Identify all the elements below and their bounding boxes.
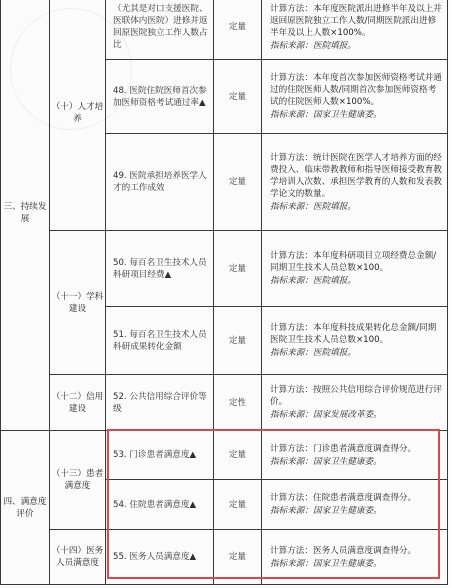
method-cell xyxy=(262,0,448,60)
indicator-text: 53. 门诊患者满意度▲ xyxy=(113,450,197,460)
source-text: 指标来源：国家卫生健康委。 xyxy=(270,558,382,569)
type-cell xyxy=(214,530,262,585)
type-cell xyxy=(214,231,262,307)
indicator-text: 49. 医院承担培养医学人才的工作成效 xyxy=(113,171,207,193)
type-text: 定量 xyxy=(228,450,247,460)
method-cell xyxy=(262,307,448,375)
indicator-cell xyxy=(106,0,214,60)
method-cell xyxy=(262,375,448,431)
section-cell xyxy=(50,375,106,431)
type-text: 定量 xyxy=(228,91,247,102)
source-text: 指标来源：医院填报。 xyxy=(270,276,356,286)
table-row xyxy=(1,231,448,307)
type-cell xyxy=(214,0,262,60)
method-text: 计算方法：门诊患者满意度调查得分。 xyxy=(270,443,417,454)
indicator-cell xyxy=(106,530,214,585)
section-cell xyxy=(50,0,106,231)
section-cell xyxy=(50,530,106,585)
type-text: 定量 xyxy=(228,335,247,346)
type-text: 定量 xyxy=(228,552,247,562)
source-text: 指标来源：国家卫生健康委。 xyxy=(270,456,382,467)
method-text: 计算方法：本年度科研项目立项经费总金额/同期卫生技术人员总数×100。 xyxy=(270,251,437,273)
table-row xyxy=(1,530,448,585)
source-text: 指标来源：医院填报。 xyxy=(270,201,356,212)
method-text: 计算方法：本年度科技成果转化总金额/同期医院卫生技术人员总数×100。 xyxy=(270,323,437,345)
method-text: 计算方法：本年度首次参加医师资格考试并通过的住院医师人数/同期首次参加医师资格考试的住院医师人数×100%。 xyxy=(270,73,442,107)
type-cell xyxy=(214,60,262,134)
type-cell xyxy=(214,375,262,431)
type-cell xyxy=(214,134,262,231)
indicator-text: （尤其是对口支援医院、医联体内医院）进修并返回原医院独立工作人数占比 xyxy=(113,4,208,50)
category-cell xyxy=(1,0,50,431)
source-text: 指标来源：国家发展改革委。 xyxy=(270,410,382,420)
type-text: 定量 xyxy=(228,22,247,32)
method-cell xyxy=(262,231,448,307)
indicator-cell xyxy=(106,60,214,134)
method-text: 计算方法：本年度医院派出进修半年及以上并返回原医院独立工作人数/同期医院派出进修半年及以上人数×100%。 xyxy=(270,3,442,38)
indicator-text: 54. 住院患者满意度▲ xyxy=(113,499,197,510)
type-text: 定性 xyxy=(228,397,247,408)
method-cell xyxy=(262,431,448,480)
source-text: 指标来源：医院填报。 xyxy=(270,40,356,51)
section-label: （十四）医务人员满意度 xyxy=(51,546,104,568)
method-text: 计算方法：住院患者满意度调查得分。 xyxy=(270,493,417,503)
method-cell xyxy=(262,134,448,231)
indicator-text: 52. 公共信用综合评价等级 xyxy=(113,391,207,414)
method-text: 计算方法：按照公共信用综合评价规范进行评价。 xyxy=(270,385,442,407)
section-label: （十二）信用建设 xyxy=(51,391,104,414)
section-label: （十一）学科建设 xyxy=(51,291,104,314)
indicator-cell xyxy=(106,134,214,231)
table-row xyxy=(1,431,448,480)
type-text: 定量 xyxy=(228,263,247,274)
type-text: 定量 xyxy=(228,499,247,510)
type-cell xyxy=(214,431,262,480)
source-text: 指标来源：国家卫生健康委。 xyxy=(270,110,382,120)
indicator-text: 48. 医院住院医师首次参加医师资格考试通过率▲ xyxy=(113,85,207,108)
section-cell xyxy=(50,431,106,530)
indicator-cell xyxy=(106,307,214,375)
indicator-cell xyxy=(106,231,214,307)
category-cell xyxy=(1,431,50,585)
source-text: 指标来源：国家卫生健康委。 xyxy=(270,506,382,516)
indicator-cell xyxy=(106,375,214,431)
indicator-text: 51. 每百名卫生技术人员科研成果转化金额 xyxy=(113,329,207,352)
category-label: 四、满意度评价 xyxy=(3,496,47,519)
type-cell xyxy=(214,307,262,375)
type-text: 定量 xyxy=(228,177,247,187)
section-label: （十三）患者满意度 xyxy=(51,469,104,491)
method-cell xyxy=(262,60,448,134)
method-text: 计算方法：医务人员满意度调查得分。 xyxy=(270,545,417,556)
category-label: 三、持续发展 xyxy=(3,201,47,224)
indicator-text: 50. 每百名卫生技术人员科研项目经费▲ xyxy=(113,257,207,280)
section-label: （十）人才培养 xyxy=(51,101,104,124)
table-row xyxy=(1,375,448,431)
method-text: 计算方法：统计医院在医学人才培养方面的经费投入、临床带教教师和指导医师接受教育教学培训人次数、承担医学教育的人数和发表教学论文的数量。 xyxy=(270,152,442,199)
indicator-text: 55. 医务人员满意度▲ xyxy=(113,552,197,562)
method-cell xyxy=(262,480,448,530)
table-row xyxy=(1,0,448,60)
section-cell xyxy=(50,231,106,375)
type-cell xyxy=(214,480,262,530)
source-text: 指标来源：医院填报。 xyxy=(270,348,356,358)
method-cell xyxy=(262,530,448,585)
indicator-cell xyxy=(106,480,214,530)
indicator-cell xyxy=(106,431,214,480)
